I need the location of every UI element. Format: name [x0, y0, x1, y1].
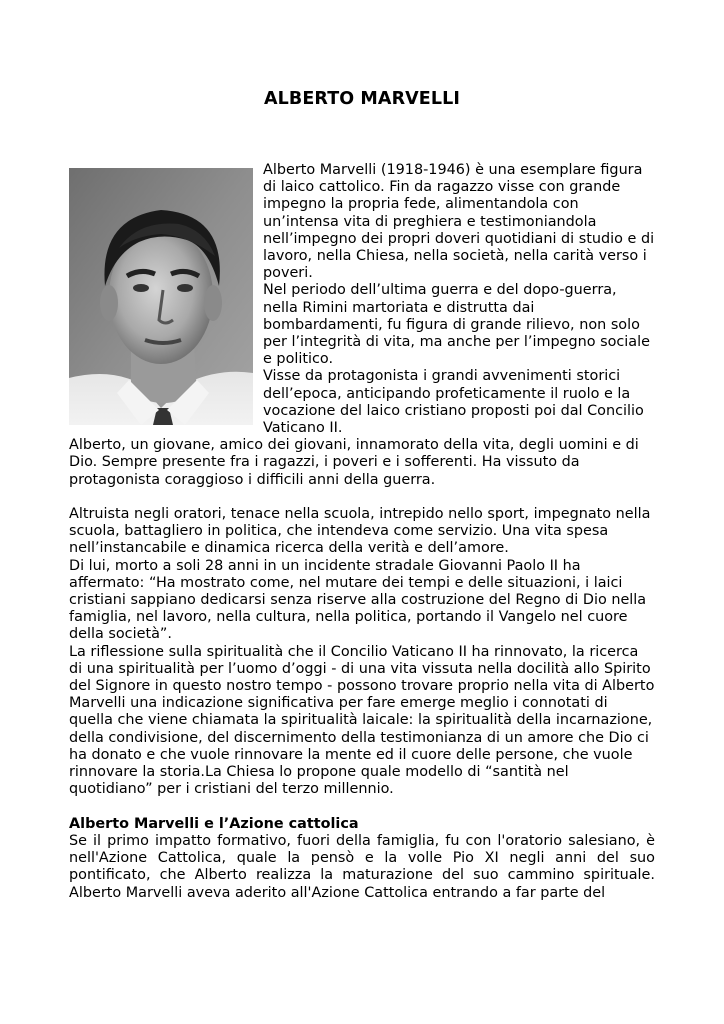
page-title: ALBERTO MARVELLI — [264, 89, 460, 109]
paragraph-spacer — [69, 489, 655, 506]
body-paragraph: Di lui, morto a soli 28 anni in un incidente stradale Giovanni Paolo II ha affermato: “Ha mostrato come, nel mutare dei tempi e delle situazioni, i laici cristiani sappiano dedicarsi senza riserve alla costruzione del Regno di Dio nella famiglia, nel lavoro, nella cultura, nella politica, portando il Vangelo nel cuore della società”. — [69, 557, 647, 643]
body-paragraph: La riflessione sulla spiritualità che il Concilio Vaticano II ha rinnovato, la ricerca di una spiritualità per l’uomo d’oggi - di una vita vissuta nella docilità allo Spirito del Signore in questo nostro tempo - possono trovare proprio nella vita di Alberto Marvelli una indicazione significativa per fare emerge meglio i connotati di quella che viene chiamata la spiritualità laicale: la spiritualità della incarnazione, della condivisione, del discernimento della testimonianza di un amore che Dio ci ha donato e che vuole rinnovare la mente ed il cuore delle persone, che vuole rinnovare la storia.La Chiesa lo propone quale modello di “santità nel quotidiano” per i cristiani del terzo millennio. — [69, 643, 655, 798]
intro-paragraph: Visse da protagonista i grandi avvenimenti storici dell’epoca, anticipando profeticamente il ruolo e la vocazione del laico cristiano proposti poi dal Concilio Vaticano II. — [263, 368, 644, 437]
intro-paragraph: Alberto, un giovane, amico dei giovani, innamorato della vita, degli uomini e di Dio. Sempre presente fra i ragazzi, i poveri e i sofferenti. Ha vissuto da protagonista coraggioso i difficili anni della guerra. — [69, 437, 639, 488]
paragraph-spacer — [69, 799, 655, 816]
section-paragraph: Se il primo impatto formativo, fuori della famiglia, fu con l'oratorio salesiano, è nell'Azione Cattolica, quale la pensò e la volle Pio XI negli anni del suo pontificato, che Alberto realizza la maturazione del suo cammino spirituale. Alberto Marvelli aveva aderito all'Azione Cattolica entrando a far parte del — [69, 832, 655, 901]
intro-paragraph: Alberto Marvelli (1918-1946) è una esemplare figura di laico cattolico. Fin da ragazzo visse con grande impegno la propria fede, alimentandola con un’intensa vita di preghiera e testimoniandola nell’impegno dei propri doveri quotidiani di studio e di lavoro, nella Chiesa, nella società, nella carità verso i poveri. — [263, 162, 655, 282]
text-flow — [69, 0, 655, 902]
document-page — [69, 0, 655, 902]
intro-paragraph: Nel periodo dell’ultima guerra e del dopo-guerra, nella Rimini martoriata e distrutta dai bombardamenti, fu figura di grande rilievo, non solo per l’integrità di vita, ma anche per l’impegno sociale e politico. — [263, 282, 650, 368]
portrait-image — [69, 168, 253, 425]
portrait-photo — [69, 168, 253, 425]
body-paragraph: Altruista negli oratori, tenace nella scuola, intrepido nello sport, impegnato nella scuola, battagliero in politica, che intendeva come servizio. Una vita spesa nell’instancabile e dinamica ricerca della verità e dell’amore. — [69, 506, 651, 557]
section-heading: Alberto Marvelli e l’Azione cattolica — [69, 815, 359, 832]
